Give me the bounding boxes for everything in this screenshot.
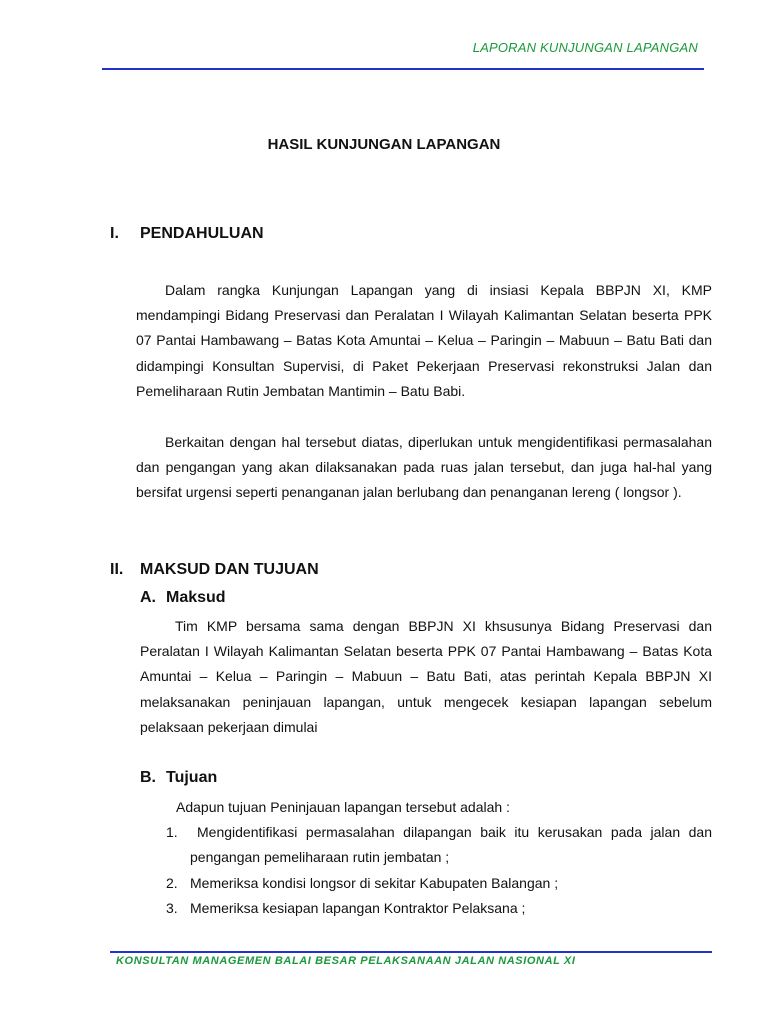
list-item-number: 2. <box>166 875 178 891</box>
section-heading-maksud-tujuan <box>110 561 319 579</box>
running-header: LAPORAN KUNJUNGAN LAPANGAN <box>472 40 698 55</box>
section-title: MAKSUD DAN TUJUAN <box>140 561 319 578</box>
list-item-number: 3. <box>166 900 178 916</box>
section-heading-pendahuluan <box>110 225 264 243</box>
section-number: I. <box>110 225 119 242</box>
list-item-text: Memeriksa kondisi longsor di sekitar Kabupaten Balangan ; <box>190 875 559 891</box>
running-footer: KONSULTAN MANAGEMEN BALAI BESAR PELAKSANAAN JALAN NASIONAL XI <box>116 955 576 967</box>
list-item <box>166 871 712 896</box>
footer-divider <box>110 951 712 953</box>
section-number: II. <box>110 561 124 578</box>
header-divider <box>102 68 704 70</box>
list-item <box>166 820 712 870</box>
subsection-number: A. <box>140 589 156 606</box>
section-title: PENDAHULUAN <box>140 225 264 242</box>
subsection-heading-maksud <box>140 589 226 607</box>
list-item-text: Memeriksa kesiapan lapangan Kontraktor Pelaksana ; <box>190 900 526 916</box>
paragraph-maksud: Tim KMP bersama sama dengan BBPJN XI khsusunya Bidang Preservasi dan Peralatan I Wilayah Kalimantan Selatan beserta PPK 07 Pantai Hambawang – Batas Kota Amuntai – Kelua – Paringin – Mabuun – Batu Bati, atas perintah Kepala BBPJN XI melaksanakan peninjauan lapangan, untuk mengecek kesiapan lapangan sebelum pelaksaan pekerjaan dimulai <box>140 618 712 735</box>
subsection-title: Tujuan <box>166 769 218 786</box>
paragraph-pendahuluan-2: Berkaitan dengan hal tersebut diatas, diperlukan untuk mengidentifikasi permasalahan dan pengangan yang akan dilaksanakan pada ruas jalan tersebut, dan juga hal-hal yang bersifat urgensi seperti penanganan jalan berlubang dan penanganan lereng ( longsor ). <box>136 434 712 501</box>
list-item-number: 1. <box>166 824 178 840</box>
subsection-heading-tujuan <box>140 769 217 787</box>
subsection-number: B. <box>140 769 156 786</box>
list-item <box>166 896 712 921</box>
paragraph-pendahuluan-1: Dalam rangka Kunjungan Lapangan yang di insiasi Kepala BBPJN XI, KMP mendampingi Bidang Preservasi dan Peralatan I Wilayah Kalimantan Selatan beserta PPK 07 Pantai Hambawang – Batas Kota Amuntai – Kelua – Paringin – Mabuun – Batu Bati dan didampingi Konsultan Supervisi, di Paket Pekerjaan Preservasi rekonstruksi Jalan dan Pemeliharaan Rutin Jembatan Mantimin – Batu Babi. <box>136 282 712 399</box>
list-item-text: Mengidentifikasi permasalahan dilapangan baik itu kerusakan pada jalan dan pengangan pemeliharaan rutin jembatan ; <box>190 824 712 865</box>
subsection-title: Maksud <box>166 589 226 606</box>
tujuan-intro: Adapun tujuan Peninjauan lapangan tersebut adalah : <box>176 799 510 815</box>
document-title: HASIL KUNJUNGAN LAPANGAN <box>267 136 501 153</box>
